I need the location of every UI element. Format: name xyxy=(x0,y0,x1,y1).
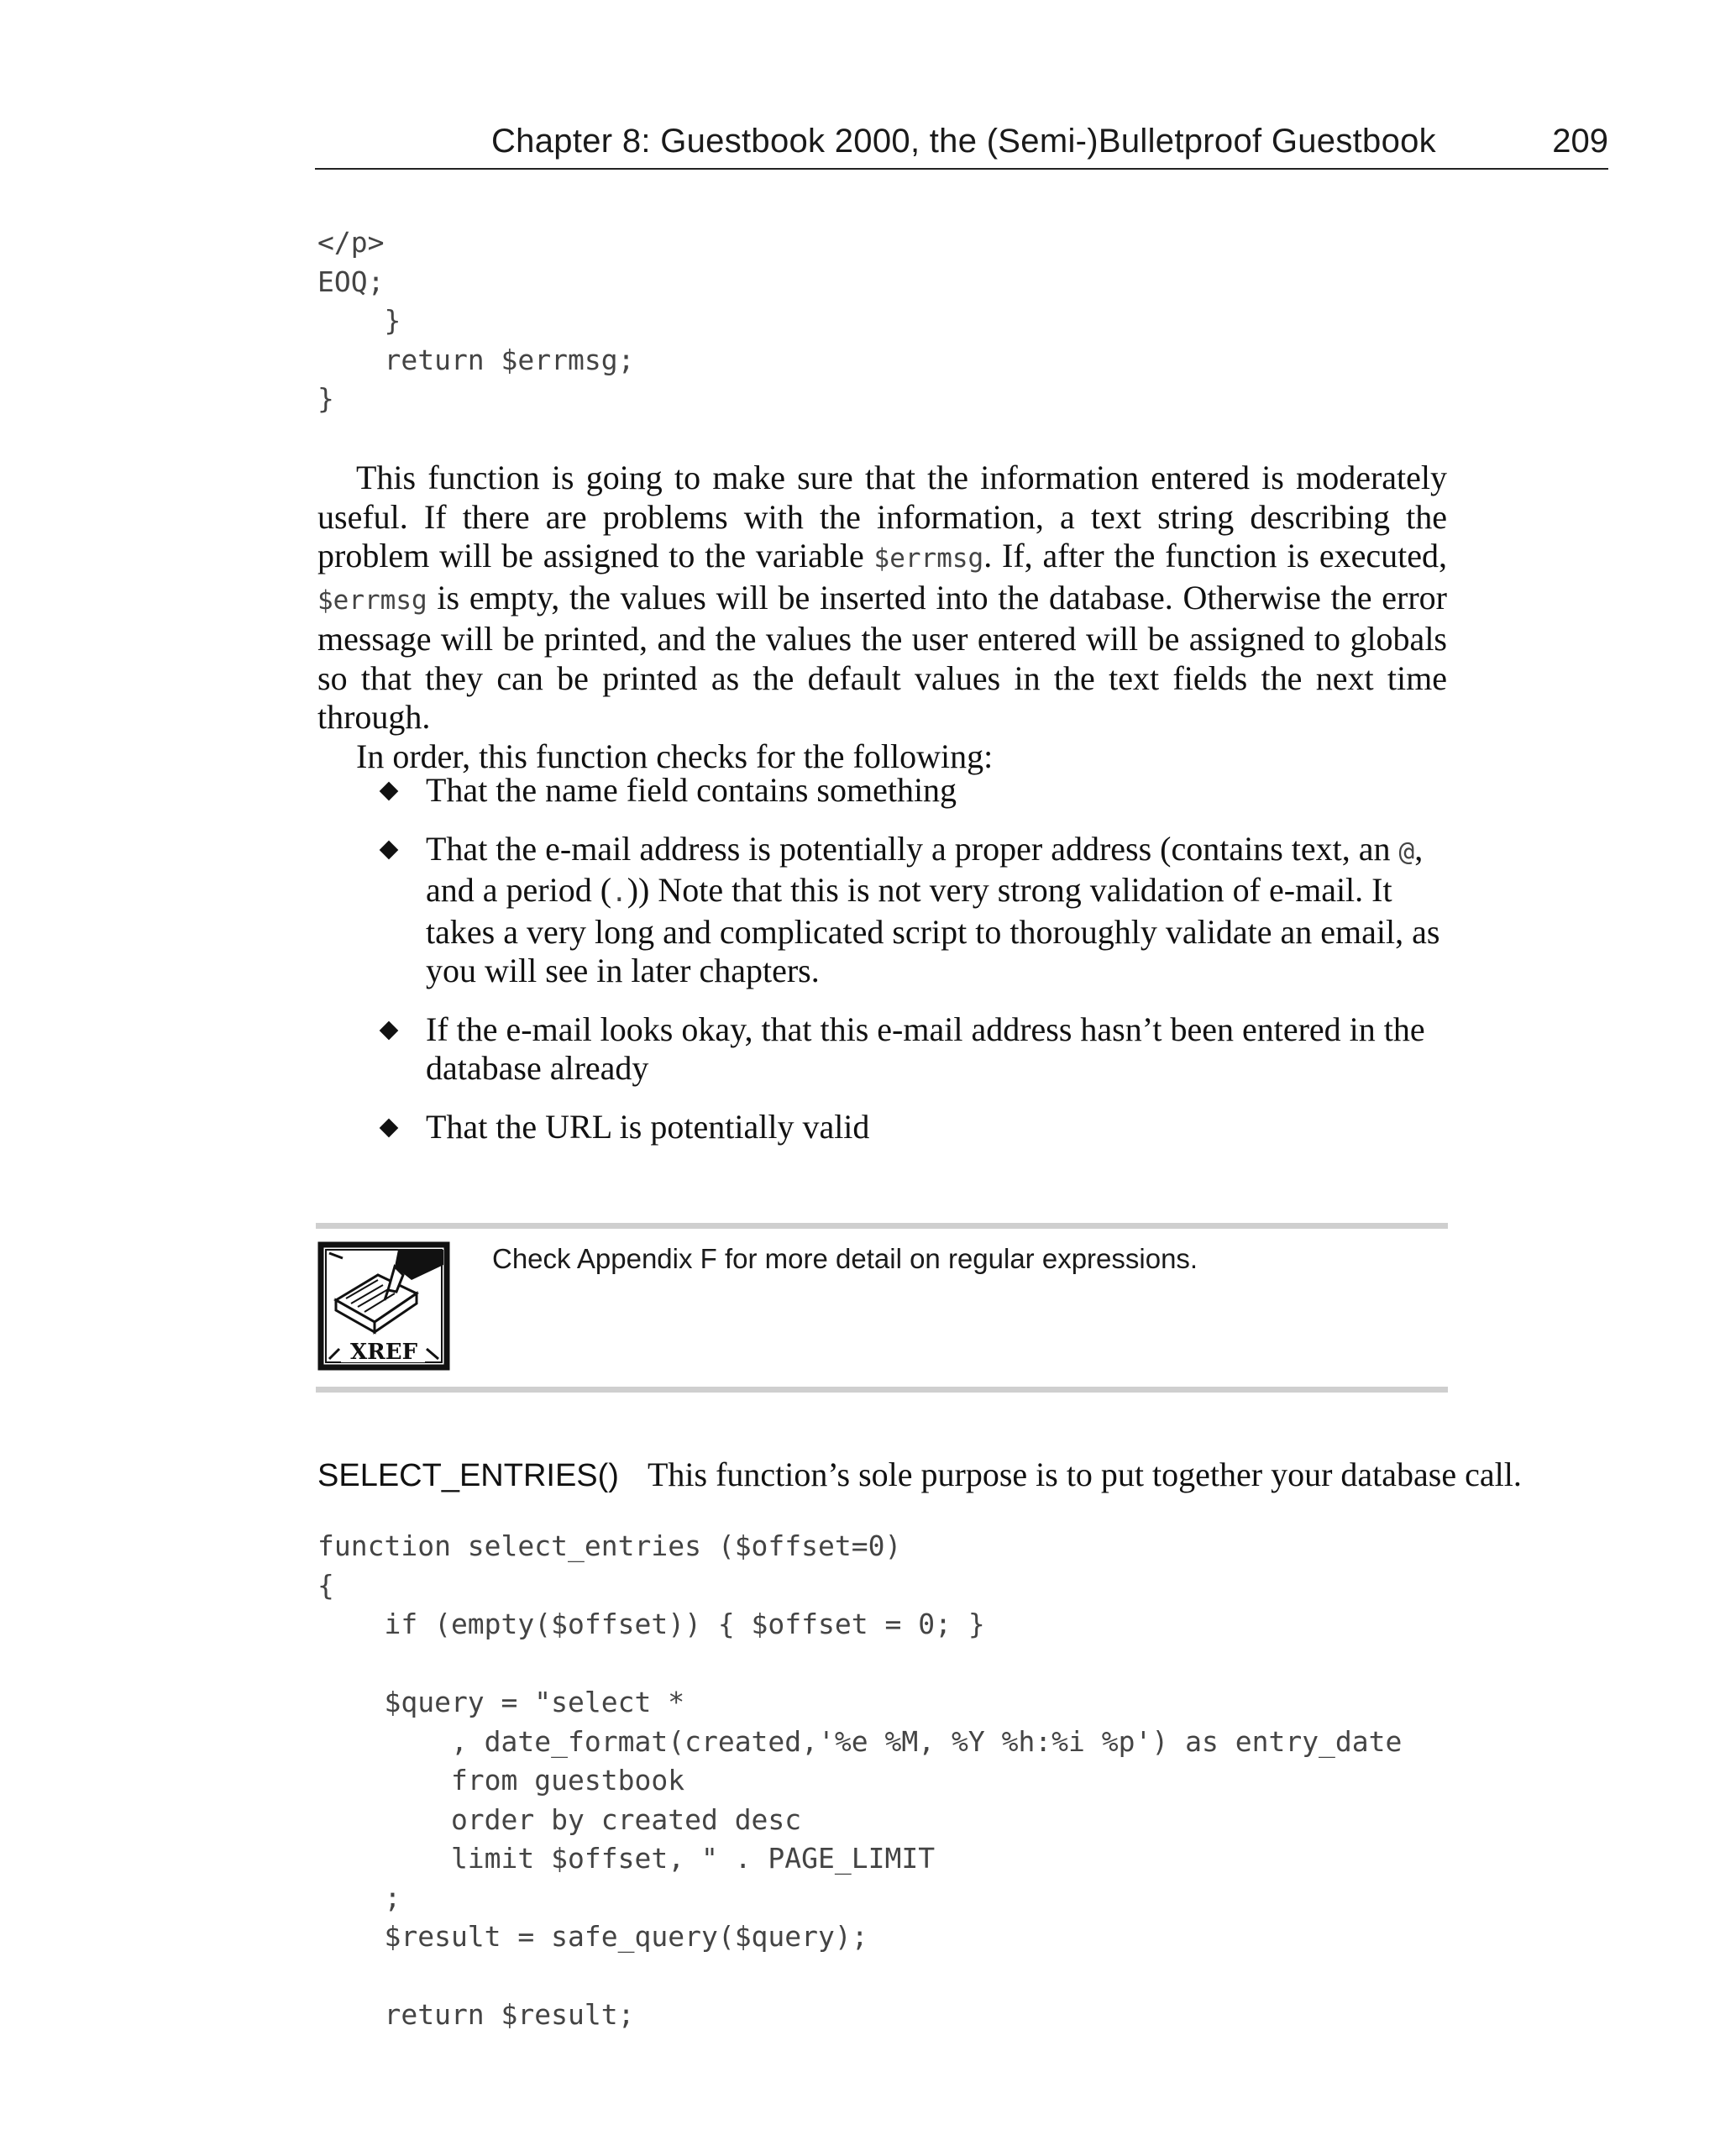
list-item-text: )) Note that this is not very strong validation of e-mail. It takes a very long and complicated script to thoroughly validate an email, as you will see in later chapters. xyxy=(426,871,1440,989)
select-entries-heading xyxy=(317,1451,1522,1499)
code-line: } xyxy=(317,304,401,337)
code-line: limit $offset, " . PAGE_LIMIT xyxy=(317,1842,936,1875)
page-number: 209 xyxy=(1552,123,1608,160)
code-line: order by created desc xyxy=(317,1802,802,1836)
list-item-text: That the e-mail address is potentially a proper address (contains text, an xyxy=(426,829,1399,868)
list-item-text: That the name field contains something xyxy=(426,771,957,809)
code-line xyxy=(317,1957,1402,1996)
list-item xyxy=(382,1010,1449,1088)
diamond-bullet-icon xyxy=(380,1020,399,1040)
code-line: function select_entries ($offset=0) xyxy=(317,1529,902,1562)
code-block-top xyxy=(317,223,635,419)
code-line: EOQ; xyxy=(317,265,385,298)
list-item-text: That the URL is potentially valid xyxy=(426,1107,870,1146)
diamond-bullet-icon xyxy=(380,1118,399,1137)
code-line xyxy=(317,1645,1402,1684)
code-line: if (empty($offset)) { $offset = 0; } xyxy=(317,1608,985,1640)
code-line: from guestbook xyxy=(317,1764,685,1797)
xref-book-icon xyxy=(317,1241,450,1371)
code-line: $result = safe_query($query); xyxy=(317,1920,868,1953)
paragraph-text: is empty, the values will be inserted into the database. Otherwise the error message will be printed, and the values the user entered will be assigned to globals so that they can be printed as the default values in the text fields the next time through. xyxy=(317,578,1447,736)
code-line: return $errmsg; xyxy=(317,343,635,376)
inline-code-errmsg: $errmsg xyxy=(317,585,427,616)
header-rule xyxy=(315,168,1608,170)
list-item xyxy=(382,771,1449,810)
function-name: SELECT_ENTRIES() xyxy=(317,1458,619,1493)
code-block-select-entries xyxy=(317,1527,1402,2035)
xref-icon-label: XREF xyxy=(349,1340,418,1365)
chapter-title: Chapter 8: Guestbook 2000, the (Semi-)Bulletproof Guestbook xyxy=(491,123,1436,160)
xref-note: Check Appendix F for more detail on regular expressions. xyxy=(492,1243,1198,1274)
inline-code-at: @ xyxy=(1398,836,1415,867)
code-line: </p> xyxy=(317,226,385,259)
list-item xyxy=(382,1108,1449,1147)
checks-list xyxy=(382,771,1449,1146)
xref-top-rule xyxy=(316,1223,1448,1229)
diamond-bullet-icon xyxy=(380,840,399,859)
paragraph-text: This function is going to make sure that the information entered is moderately useful. If there are problems with the information, a text string describing the problem will be assigned to the variable xyxy=(317,459,1447,574)
code-line: ; xyxy=(317,1881,401,1914)
body-paragraphs xyxy=(317,459,1447,776)
code-line: , date_format(created,'%e %M, %Y %h:%i %p') as entry_date xyxy=(317,1724,1403,1758)
list-item xyxy=(382,830,1449,991)
paragraph-text: . If, after the function is executed, xyxy=(983,537,1447,574)
xref-bottom-rule xyxy=(316,1387,1448,1393)
paragraph-function-description xyxy=(317,459,1447,737)
code-line: return $result; xyxy=(317,1998,635,2031)
code-line: } xyxy=(317,382,334,415)
function-description: This function’s sole purpose is to put together your database call. xyxy=(647,1456,1522,1493)
code-line: $query = "select * xyxy=(317,1686,685,1718)
running-header xyxy=(315,118,1608,170)
list-item-text: If the e-mail looks okay, that this e-mail address hasn’t been entered in the database already xyxy=(426,1010,1425,1087)
inline-code-errmsg: $errmsg xyxy=(873,543,984,574)
paragraph-checks-intro: In order, this function checks for the following: xyxy=(356,737,994,775)
diamond-bullet-icon xyxy=(380,782,399,801)
list-item-text: , and a period ( xyxy=(426,829,1424,909)
code-line: { xyxy=(317,1568,334,1602)
inline-code-period: . xyxy=(611,878,627,908)
